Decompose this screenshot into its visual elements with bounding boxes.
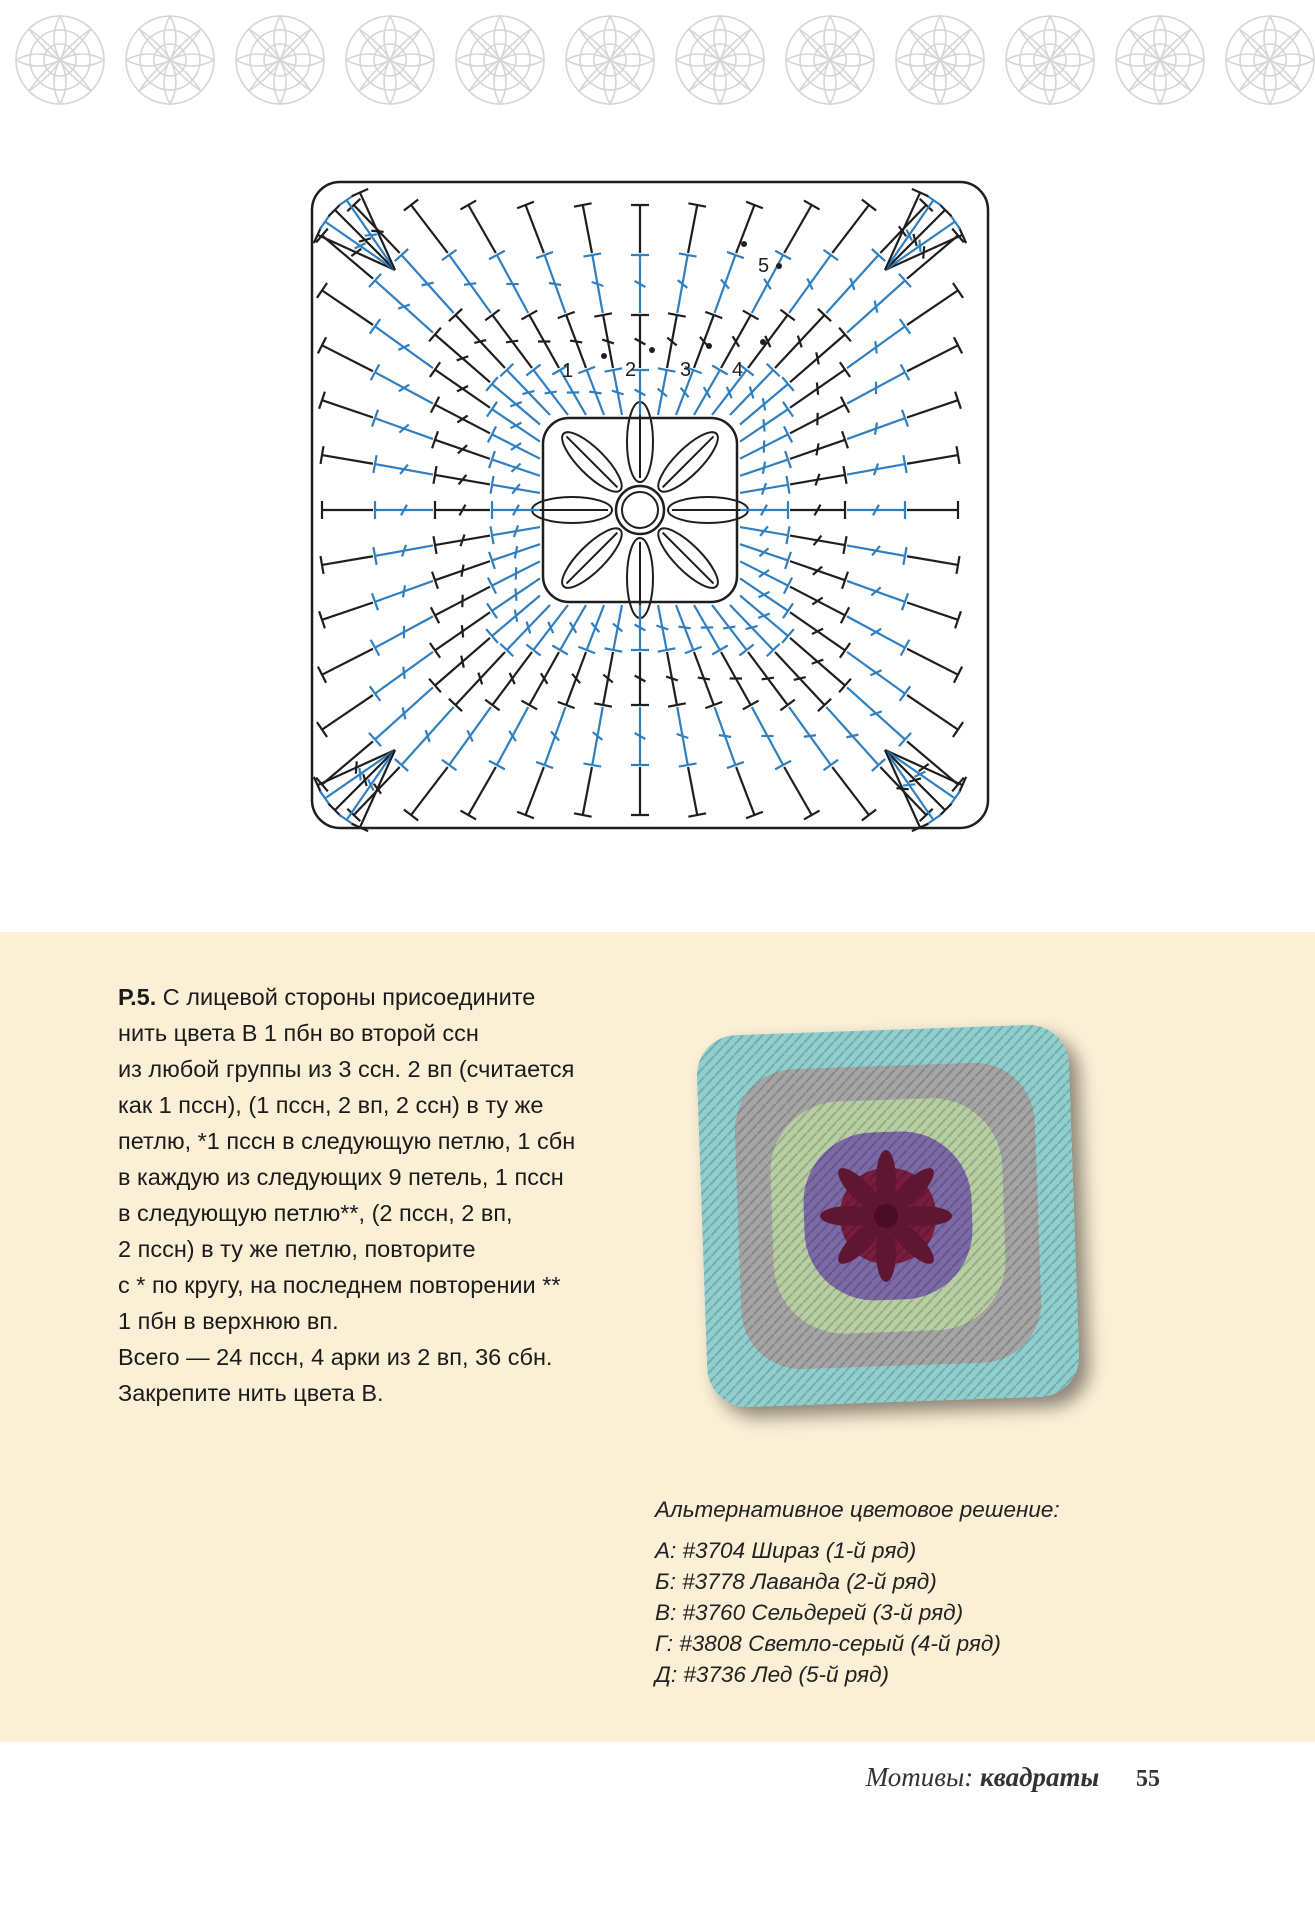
instruction-line: из любой группы из 3 ссн. 2 вп (считается — [118, 1056, 575, 1082]
page-footer — [866, 1762, 1160, 1793]
chart-magic-ring — [616, 486, 664, 534]
chart-petals — [532, 402, 748, 618]
row-label-2: 2 — [625, 359, 637, 381]
crochet-chart — [300, 170, 1000, 840]
color-item: В: #3760 Сельдерей (3-й ряд) — [655, 1600, 964, 1625]
footer-topic: квадраты — [980, 1762, 1100, 1792]
instruction-line: Закрепите нить цвета В. — [118, 1380, 384, 1406]
alternative-color-scheme — [655, 1494, 1060, 1690]
row-label-3: 3 — [680, 359, 692, 381]
color-item: Д: #3736 Лед (5-й ряд) — [655, 1662, 890, 1687]
instruction-line-1: Р.5. С лицевой стороны присоедините — [118, 984, 536, 1010]
instruction-line: Всего — 24 пссн, 4 арки из 2 вп, 36 сбн. — [118, 1344, 553, 1370]
instruction-line: петлю, *1 пссн в следующую петлю, 1 сбн — [118, 1128, 576, 1154]
color-item: Г: #3808 Светло-серый (4-й ряд) — [655, 1631, 1001, 1656]
instruction-line: с * по кругу, на последнем повторении ** — [118, 1272, 561, 1298]
row-label-5: 5 — [758, 255, 770, 277]
color-item: Б: #3778 Лаванда (2-й ряд) — [655, 1569, 937, 1594]
footer-section: Мотивы: — [865, 1762, 974, 1792]
round-5-instructions — [118, 979, 638, 1411]
chart-stitch-rays — [314, 189, 966, 831]
round-label: Р.5. — [118, 984, 157, 1010]
lace-ornament-header — [0, 0, 1315, 130]
instruction-line: в следующую петлю**, (2 пссн, 2 вп, — [118, 1200, 513, 1226]
row-label-4: 4 — [732, 359, 744, 381]
alternative-title: Альтернативное цветовое решение: — [655, 1497, 1060, 1522]
instruction-line: в каждую из следующих 9 петель, 1 пссн — [118, 1164, 564, 1190]
crochet-square-photo — [660, 990, 1180, 1460]
row-label-1: 1 — [562, 360, 574, 382]
color-item: А: #3704 Шираз (1-й ряд) — [655, 1538, 917, 1563]
instruction-line: нить цвета В 1 пбн во второй ссн — [118, 1020, 479, 1046]
chart-frame — [312, 182, 988, 828]
instruction-line: 2 пссн) в ту же петлю, повторите — [118, 1236, 476, 1262]
instruction-line: 1 пбн в верхнюю вп. — [118, 1308, 339, 1334]
instruction-line: как 1 пссн), (1 пссн, 2 вп, 2 ссн) в ту же — [118, 1092, 544, 1118]
page-number: 55 — [1136, 1766, 1160, 1792]
